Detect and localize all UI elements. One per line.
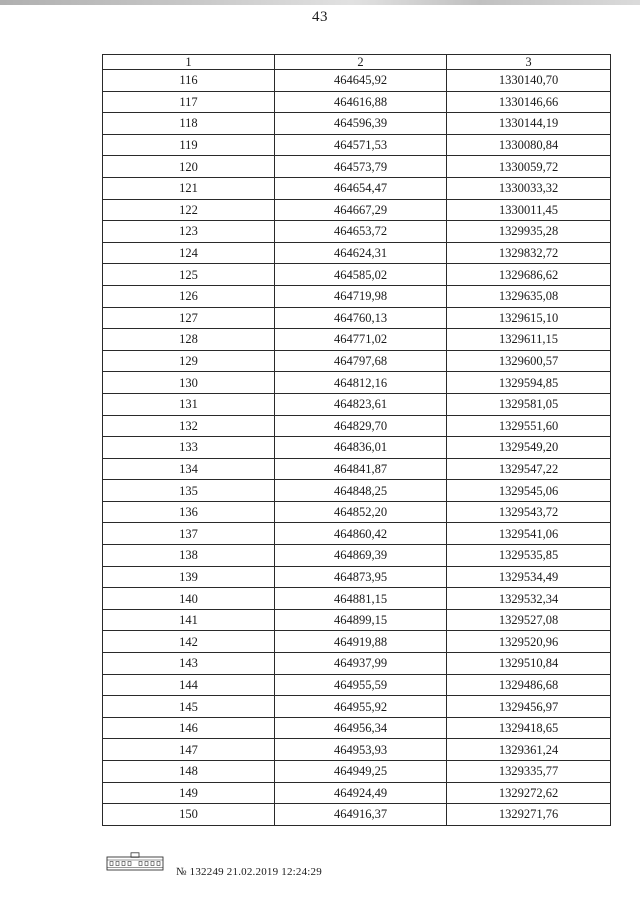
table-cell-col-1: 136 <box>103 501 275 523</box>
table-cell-col-3: 1330144,19 <box>447 113 611 135</box>
table-cell-col-1: 143 <box>103 653 275 675</box>
table-cell-col-1: 131 <box>103 393 275 415</box>
table-cell-col-1: 138 <box>103 545 275 567</box>
table-cell-col-1: 118 <box>103 113 275 135</box>
table-row <box>103 329 611 351</box>
table-cell-col-2: 464955,59 <box>275 674 447 696</box>
table-body <box>103 70 611 826</box>
table-cell-col-1: 127 <box>103 307 275 329</box>
table-cell-col-1: 116 <box>103 70 275 92</box>
table-row <box>103 437 611 459</box>
table-cell-col-2: 464953,93 <box>275 739 447 761</box>
table-row <box>103 415 611 437</box>
table-cell-col-3: 1329594,85 <box>447 372 611 394</box>
table-cell-col-2: 464624,31 <box>275 242 447 264</box>
table-cell-col-1: 120 <box>103 156 275 178</box>
column-header-3: 3 <box>447 55 611 70</box>
table-cell-col-1: 132 <box>103 415 275 437</box>
table-cell-col-3: 1329547,22 <box>447 458 611 480</box>
table-row <box>103 221 611 243</box>
table-cell-col-2: 464949,25 <box>275 761 447 783</box>
document-stamp-text: № 132249 21.02.2019 12:24:29 <box>176 866 322 878</box>
table-cell-col-1: 146 <box>103 717 275 739</box>
table-row <box>103 696 611 718</box>
table-cell-col-2: 464760,13 <box>275 307 447 329</box>
table-cell-col-3: 1329418,65 <box>447 717 611 739</box>
table-row <box>103 501 611 523</box>
table-cell-col-3: 1330140,70 <box>447 70 611 92</box>
table-row <box>103 113 611 135</box>
table-cell-col-2: 464848,25 <box>275 480 447 502</box>
table-row <box>103 264 611 286</box>
table-cell-col-1: 124 <box>103 242 275 264</box>
table-cell-col-1: 142 <box>103 631 275 653</box>
table-cell-col-3: 1329520,96 <box>447 631 611 653</box>
column-header-2: 2 <box>275 55 447 70</box>
table-row <box>103 156 611 178</box>
scan-top-edge <box>0 0 640 5</box>
table-row <box>103 134 611 156</box>
table-cell-col-2: 464797,68 <box>275 350 447 372</box>
table-cell-col-1: 134 <box>103 458 275 480</box>
table-cell-col-3: 1329545,06 <box>447 480 611 502</box>
table-cell-col-3: 1329549,20 <box>447 437 611 459</box>
table-cell-col-2: 464956,34 <box>275 717 447 739</box>
table-row <box>103 523 611 545</box>
table-cell-col-2: 464771,02 <box>275 329 447 351</box>
table-cell-col-2: 464719,98 <box>275 285 447 307</box>
page-number: 43 <box>312 9 328 25</box>
table-row <box>103 588 611 610</box>
table-cell-col-3: 1329600,57 <box>447 350 611 372</box>
table-cell-col-2: 464812,16 <box>275 372 447 394</box>
table-cell-col-1: 139 <box>103 566 275 588</box>
table-cell-col-2: 464899,15 <box>275 609 447 631</box>
table-cell-col-1: 121 <box>103 177 275 199</box>
table-cell-col-2: 464616,88 <box>275 91 447 113</box>
table-cell-col-1: 148 <box>103 761 275 783</box>
table-cell-col-1: 147 <box>103 739 275 761</box>
table-cell-col-1: 144 <box>103 674 275 696</box>
table-cell-col-1: 126 <box>103 285 275 307</box>
table-cell-col-3: 1329935,28 <box>447 221 611 243</box>
table-cell-col-1: 125 <box>103 264 275 286</box>
table-cell-col-2: 464873,95 <box>275 566 447 588</box>
table-header-row <box>103 55 611 70</box>
table-cell-col-2: 464573,79 <box>275 156 447 178</box>
table-row <box>103 372 611 394</box>
table-cell-col-3: 1330011,45 <box>447 199 611 221</box>
table-row <box>103 199 611 221</box>
table-cell-col-2: 464881,15 <box>275 588 447 610</box>
table-cell-col-2: 464852,20 <box>275 501 447 523</box>
table-cell-col-2: 464667,29 <box>275 199 447 221</box>
table-cell-col-1: 137 <box>103 523 275 545</box>
table-row <box>103 761 611 783</box>
table-cell-col-3: 1329510,84 <box>447 653 611 675</box>
table-cell-col-1: 133 <box>103 437 275 459</box>
table-row <box>103 566 611 588</box>
table-row <box>103 545 611 567</box>
table-row <box>103 631 611 653</box>
table-row <box>103 285 611 307</box>
table-cell-col-3: 1329686,62 <box>447 264 611 286</box>
table-cell-col-3: 1330146,66 <box>447 91 611 113</box>
table-cell-col-3: 1329535,85 <box>447 545 611 567</box>
table-cell-col-2: 464571,53 <box>275 134 447 156</box>
table-row <box>103 70 611 92</box>
table-row <box>103 480 611 502</box>
table-cell-col-3: 1329615,10 <box>447 307 611 329</box>
table-cell-col-3: 1329527,08 <box>447 609 611 631</box>
table-row <box>103 393 611 415</box>
column-header-1: 1 <box>103 55 275 70</box>
table-cell-col-2: 464860,42 <box>275 523 447 545</box>
table-cell-col-3: 1330059,72 <box>447 156 611 178</box>
table-row <box>103 177 611 199</box>
table-cell-col-2: 464596,39 <box>275 113 447 135</box>
table-cell-col-2: 464841,87 <box>275 458 447 480</box>
table-cell-col-1: 141 <box>103 609 275 631</box>
table-cell-col-3: 1329543,72 <box>447 501 611 523</box>
table-cell-col-2: 464829,70 <box>275 415 447 437</box>
table-row <box>103 350 611 372</box>
table-cell-col-2: 464585,02 <box>275 264 447 286</box>
table-cell-col-1: 135 <box>103 480 275 502</box>
table-cell-col-1: 130 <box>103 372 275 394</box>
table-cell-col-1: 150 <box>103 804 275 826</box>
table-row <box>103 739 611 761</box>
table-row <box>103 653 611 675</box>
table-cell-col-2: 464653,72 <box>275 221 447 243</box>
table-cell-col-3: 1329534,49 <box>447 566 611 588</box>
table-cell-col-3: 1330033,32 <box>447 177 611 199</box>
table-cell-col-1: 140 <box>103 588 275 610</box>
table-cell-col-1: 149 <box>103 782 275 804</box>
table-cell-col-3: 1329335,77 <box>447 761 611 783</box>
table-cell-col-1: 123 <box>103 221 275 243</box>
table-cell-col-2: 464836,01 <box>275 437 447 459</box>
table-row <box>103 804 611 826</box>
table-row <box>103 242 611 264</box>
table-row <box>103 782 611 804</box>
table-cell-col-2: 464645,92 <box>275 70 447 92</box>
table-cell-col-2: 464654,47 <box>275 177 447 199</box>
table-row <box>103 307 611 329</box>
table-cell-col-3: 1329551,60 <box>447 415 611 437</box>
coordinates-table <box>102 54 611 826</box>
table-cell-col-3: 1330080,84 <box>447 134 611 156</box>
table-row <box>103 674 611 696</box>
table-cell-col-1: 117 <box>103 91 275 113</box>
table-cell-col-2: 464919,88 <box>275 631 447 653</box>
table-cell-col-1: 129 <box>103 350 275 372</box>
table-cell-col-3: 1329532,34 <box>447 588 611 610</box>
building-emblem-icon <box>106 852 164 872</box>
table-cell-col-1: 145 <box>103 696 275 718</box>
table-cell-col-3: 1329611,15 <box>447 329 611 351</box>
table-cell-col-3: 1329271,76 <box>447 804 611 826</box>
table-cell-col-3: 1329581,05 <box>447 393 611 415</box>
table-cell-col-1: 122 <box>103 199 275 221</box>
table-row <box>103 91 611 113</box>
table-cell-col-2: 464823,61 <box>275 393 447 415</box>
table-cell-col-3: 1329272,62 <box>447 782 611 804</box>
table-row <box>103 717 611 739</box>
table-cell-col-2: 464955,92 <box>275 696 447 718</box>
table-cell-col-3: 1329635,08 <box>447 285 611 307</box>
table-cell-col-2: 464937,99 <box>275 653 447 675</box>
table-cell-col-3: 1329541,06 <box>447 523 611 545</box>
table-cell-col-3: 1329486,68 <box>447 674 611 696</box>
table-cell-col-3: 1329456,97 <box>447 696 611 718</box>
table-cell-col-2: 464924,49 <box>275 782 447 804</box>
table-cell-col-2: 464916,37 <box>275 804 447 826</box>
table-row <box>103 609 611 631</box>
table-row <box>103 458 611 480</box>
table-cell-col-2: 464869,39 <box>275 545 447 567</box>
table-cell-col-1: 119 <box>103 134 275 156</box>
table-cell-col-1: 128 <box>103 329 275 351</box>
table-cell-col-3: 1329832,72 <box>447 242 611 264</box>
table-cell-col-3: 1329361,24 <box>447 739 611 761</box>
